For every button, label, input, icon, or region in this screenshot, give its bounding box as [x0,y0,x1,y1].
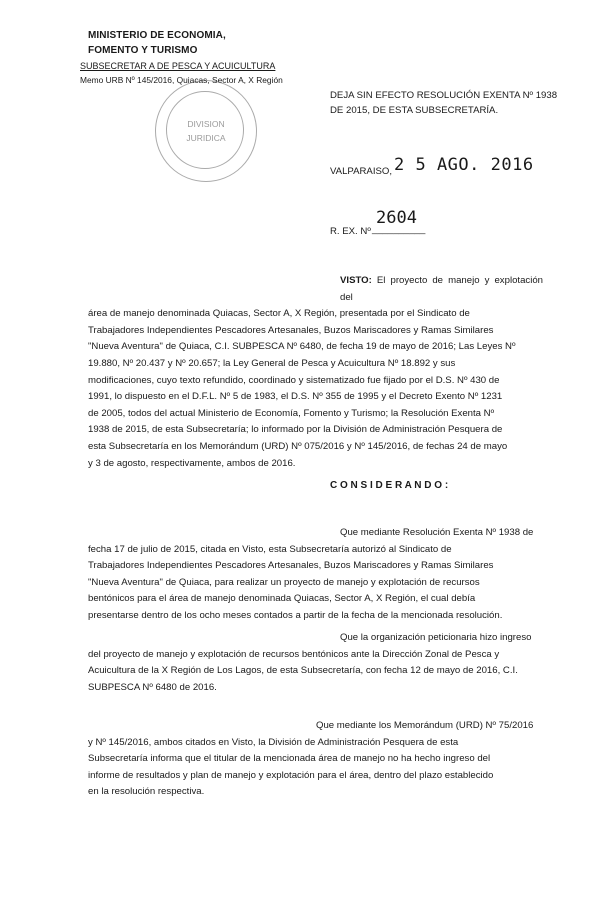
visto-line: modificaciones, cuyo texto refundido, coordinado y sistematizado fue fijado por el D.S. Nº 430 de [88,374,500,386]
paragraph-line: fecha 17 de julio de 2015, citada en Visto, esta Subsecretaría autorizó al Sindicato de [88,543,452,555]
visto-line: 1991, lo dispuesto en el D.F.L. Nº 5 de 1983, el D.S. Nº 355 de 1995 y el Decreto Exento Nº 1231 [88,391,503,403]
subject-line2: DE 2015, DE ESTA SUBSECRETARÍA. [330,105,499,116]
visto-line: 19.880, Nº 20.437 y Nº 20.657; la Ley General de Pesca y Acuicultura Nº 18.892 y sus [88,357,456,369]
paragraph-line: "Nueva Aventura" de Quiaca, para realizar un proyecto de manejo y explotación de recursos [88,576,480,588]
paragraph-line: en la resolución respectiva. [88,786,205,798]
memo-reference: Memo URB Nº 145/2016, Quiacas, Sector A, X Región [80,75,283,85]
place-label: VALPARAISO, [330,166,393,177]
paragraph-line: Que mediante Resolución Exenta Nº 1938 de [340,527,534,538]
paragraph-line: Que la organización peticionaria hizo ingreso [340,632,532,643]
paragraph-line: y Nº 145/2016, ambos citados en Visto, la División de Administración Pesquera de esta [88,736,459,748]
rex-label: R. EX. Nº [330,226,371,237]
paragraph-line: informe de resultados y plan de manejo y explotación para el área, dentro del plazo establecido [88,769,494,781]
paragraph-line: Subsecretaría informa que el titular de la mencionada área de manejo no ha hecho ingreso del [88,753,491,765]
paragraph-line: Que mediante los Memorándum (URD) Nº 75/2016 [316,720,534,731]
visto-heading: VISTO: [340,275,372,286]
date-stamp: 2 5 AGO. 2016 [394,155,534,175]
visto-line: Trabajadores Independientes Pescadores Artesanales, Buzos Mariscadores y Ramas Similares [88,324,494,336]
stamp-inner-ring [166,91,244,169]
visto-line: El proyecto de manejo y explotación del [340,275,544,303]
visto-line: esta Subsecretaría en los Memorándum (URD) Nº 075/2016 y Nº 145/2016, de fechas 24 de mayo [88,440,508,452]
paragraph-line: SUBPESCA Nº 6480 de 2016. [88,681,217,693]
paragraph-line: bentónicos para el área de manejo denominada Quiacas, Sector A, X Región, el cual debía [88,593,476,605]
paragraph-line: presentarse dentro de los ocho meses contados a partir de la fecha de la mencionada resolución. [88,609,503,621]
visto-line: de 2005, todos del actual Ministerio de Economía, Fomento y Turismo; la Resolución Exenta Nº [88,407,495,419]
paragraph-line: Trabajadores Independientes Pescadores Artesanales, Buzos Mariscadores y Ramas Similares [88,560,494,572]
stamp-line2: JURIDICA [186,133,226,143]
visto-line: "Nueva Aventura" de Quiaca, C.I. SUBPESCA Nº 6480, de fecha 19 de mayo de 2016; Las Leyes Nº [88,341,516,353]
considerando-paragraph-2 [88,630,543,696]
visto-line: 1938 de 2015, de esta Subsecretaría; lo informado por la División de Administración Pesquera de [88,424,503,436]
subject-line1: DEJA SIN EFECTO RESOLUCIÓN EXENTA Nº 1938 [330,90,558,101]
ministry-name-line1: MINISTERIO DE ECONOMIA, [88,30,226,41]
considerando-paragraph-1 [88,525,543,625]
visto-section [88,273,543,472]
stamp-line1: DIVISION [187,119,225,129]
rex-number: 2604 [376,208,417,228]
paragraph-line: Acuicultura de la X Región de Los Lagos, de esta Subsecretaría, con fecha 12 de mayo de 2016, C.I. [88,665,518,677]
visto-first-line [88,273,543,306]
ministry-name-line2: FOMENTO Y TURISMO [88,45,198,56]
visto-line: área de manejo denominada Quiacas, Sector A, X Región, presentada por el Sindicato de [88,308,470,320]
visto-line: y 3 de agosto, respectivamente, ambos de 2016. [88,457,296,469]
considerando-heading: C O N S I D E R A N D O : [330,480,449,491]
considerando-paragraph-3 [88,718,543,801]
subsecretaria-name: SUBSECRETAR A DE PESCA Y ACUICULTURA [80,61,276,71]
juridica-stamp [155,80,257,182]
paragraph-line: del proyecto de manejo y explotación de recursos bentónicos ante la Dirección Zonal de Pesca y [88,648,500,660]
rex-blank: __________ [372,224,426,235]
